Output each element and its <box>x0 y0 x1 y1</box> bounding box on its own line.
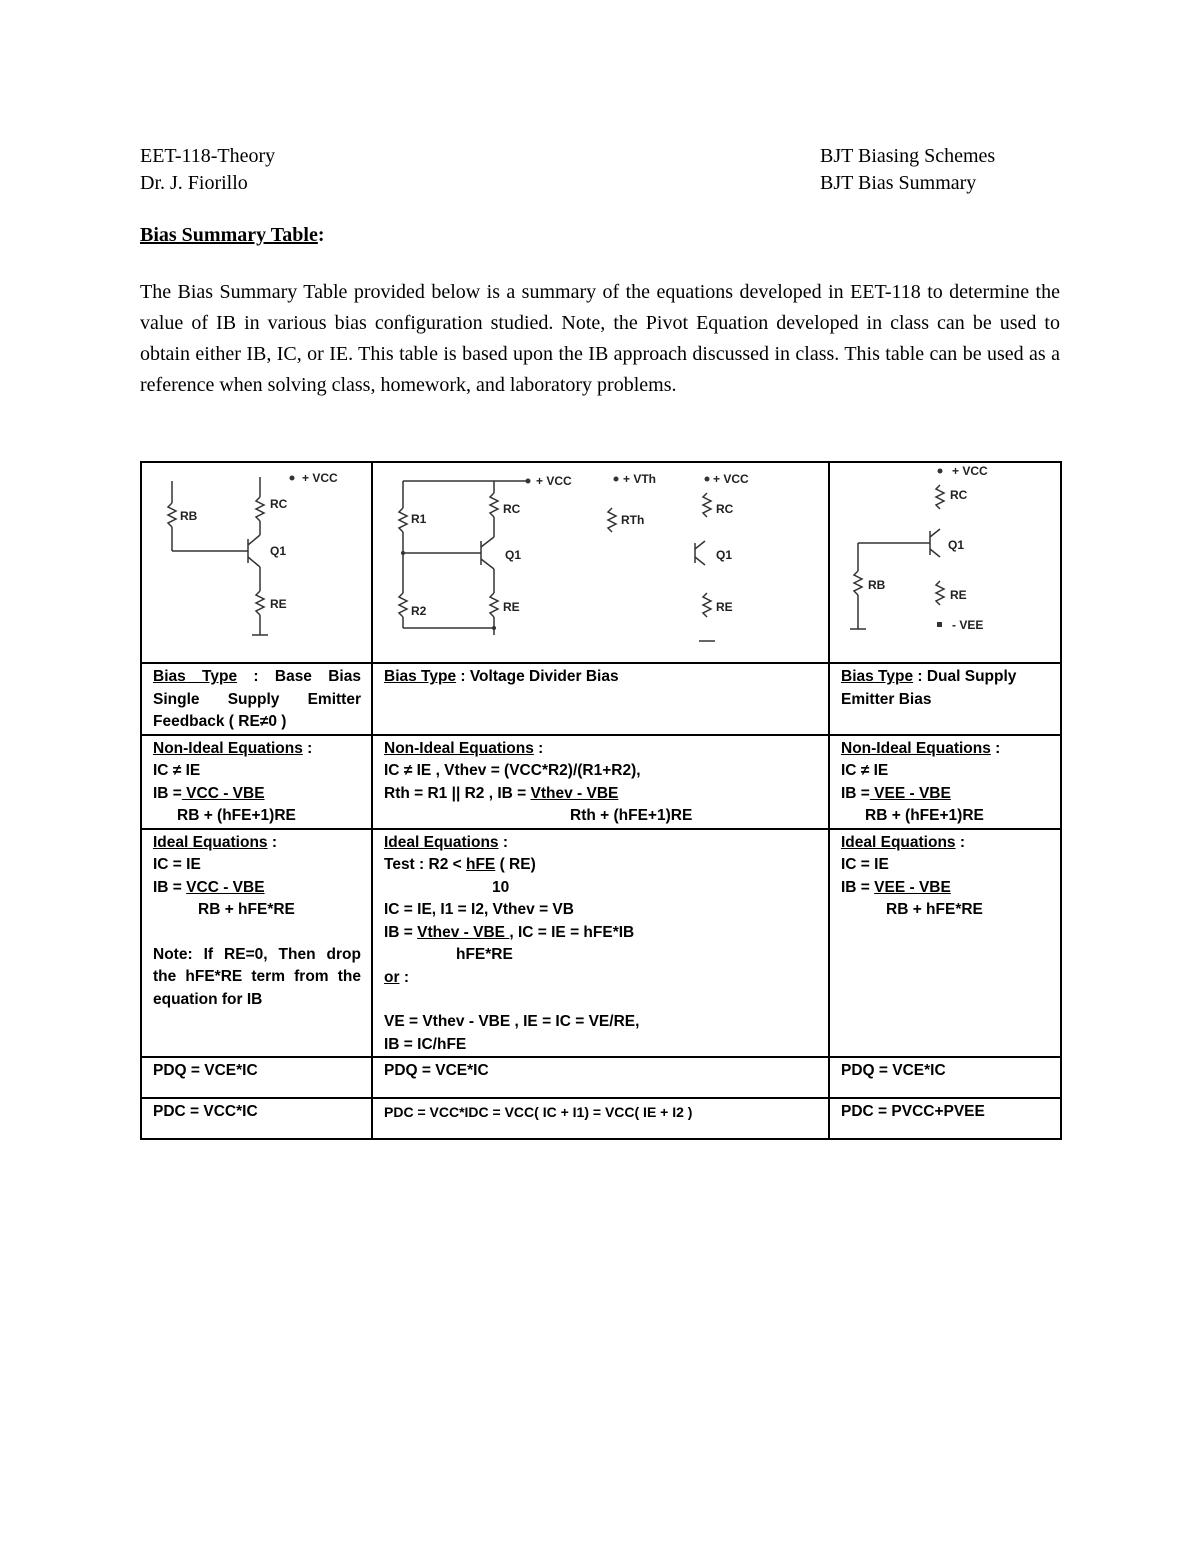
equation-ic-ne-ie: IC ≠ IE <box>841 762 889 779</box>
non-ideal-label: Non-Ideal Equations <box>153 739 303 757</box>
vd-q1b-label: Q1 <box>716 548 733 562</box>
dual-q1-label: Q1 <box>948 538 965 552</box>
bias-type-label: Bias Type <box>384 668 457 685</box>
ib-denominator: Rth + (hFE+1)RE <box>570 807 693 824</box>
ib-numerator: Vthev - VBE <box>530 784 619 802</box>
ib-prefix: IB = <box>153 784 182 802</box>
dual-vcc-label: + VCC <box>952 464 988 478</box>
rth-ib-prefix: Rth = R1 || R2 , IB = <box>384 784 527 802</box>
diagram-row <box>141 462 1061 663</box>
intro-paragraph: The Bias Summary Table provided below is a summary of the equations developed in EET-118 to determine the value of IB in various bias configuration studied. Note, the Pivot Equation developed in class can be used to obtain either IB, IC, or IE. This table is based upon the IB approach discussed in class. This table can be used as a reference when solving class, homework, and laboratory problems. <box>140 281 1060 396</box>
base-bias-rb-label: RB <box>180 509 198 523</box>
vd-rc-label: RC <box>503 502 521 516</box>
ib-denominator: hFE*RE <box>456 946 513 963</box>
pdq-row <box>141 1057 1061 1098</box>
test-denominator: 10 <box>492 878 510 896</box>
vd-rc2-label: RC <box>716 502 734 516</box>
ideal-voltage-divider <box>372 829 829 1058</box>
ideal-dual-supply <box>829 829 1061 1058</box>
ideal-label: Ideal Equations <box>841 833 956 851</box>
bias-type-voltage-divider: Bias Type : Voltage Divider Bias <box>372 663 829 735</box>
vd-vcc2-label: + VCC <box>713 472 749 486</box>
note-re-zero: Note: If RE=0, Then drop the hFE*RE term from the equation for IB <box>153 945 361 1008</box>
pdq-dual-supply: PDQ = VCE*IC <box>829 1057 1061 1098</box>
bias-type-text: Dual Supply Emitter Bias <box>841 668 1017 708</box>
or-colon: : <box>403 968 409 986</box>
diagram-cell-base-bias <box>141 462 372 663</box>
vd-vth-label: + VTh <box>623 472 657 486</box>
ib-denominator: RB + (hFE+1)RE <box>177 807 296 824</box>
bias-type-text: Voltage Divider Bias <box>469 668 619 685</box>
ideal-label: Ideal Equations <box>153 833 268 851</box>
base-bias-circuit-diagram <box>142 463 373 662</box>
base-bias-vcc-label: + VCC <box>302 471 338 485</box>
instructor-name: Dr. J. Fiorillo <box>140 172 248 194</box>
ib-numerator: VEE - VBE <box>869 784 951 802</box>
non-ideal-colon: : <box>538 739 544 757</box>
ib-prefix: IB = <box>841 878 870 896</box>
dual-rc-label: RC <box>950 488 968 502</box>
equation-currents: IC = IE, I1 = I2, Vthev = VB <box>384 901 574 918</box>
non-ideal-colon: : <box>995 739 1001 757</box>
ib-prefix: IB = <box>153 878 182 896</box>
bias-type-base-bias <box>141 663 372 735</box>
bias-type-dual-supply: Bias Type : Dual Supply Emitter Bias <box>829 663 1061 735</box>
or-label: or <box>384 968 400 986</box>
non-ideal-label: Non-Ideal Equations <box>384 739 534 757</box>
ib-numerator: VCC - VBE <box>186 878 265 896</box>
document-topic: BJT Biasing Schemes <box>820 145 996 167</box>
non-ideal-label: Non-Ideal Equations <box>841 739 991 757</box>
ideal-label: Ideal Equations <box>384 833 499 851</box>
vd-vcc-label: + VCC <box>536 474 572 488</box>
ib-prefix: IB = <box>841 784 870 802</box>
pdq-base-bias: PDQ = VCE*IC <box>141 1057 372 1098</box>
header-left <box>140 143 275 197</box>
equation-ib-ic: IB = IC/hFE <box>384 1035 467 1053</box>
ideal-colon: : <box>271 833 278 851</box>
non-ideal-base-bias <box>141 735 372 829</box>
ib-numerator: Vthev - VBE <box>417 923 510 941</box>
bias-type-text: Base Bias Single Supply Emitter Feedback ( RE≠0 ) <box>153 668 361 730</box>
pdq-voltage-divider: PDQ = VCE*IC <box>372 1057 829 1098</box>
vd-rth-label: RTh <box>621 513 645 527</box>
section-title-colon: : <box>317 224 325 246</box>
bias-type-label: Bias Type <box>153 668 238 685</box>
section-title-text: Bias Summary Table <box>140 224 318 246</box>
section-title <box>140 224 325 247</box>
pdc-base-bias: PDC = VCC*IC <box>141 1098 372 1139</box>
non-ideal-colon: : <box>307 739 313 757</box>
base-bias-q1-label: Q1 <box>270 544 287 558</box>
test-prefix: Test : R2 < <box>384 856 462 873</box>
pdc-voltage-divider: PDC = VCC*IDC = VCC( IC + I1) = VCC( IE + I2 ) <box>372 1098 829 1139</box>
dual-supply-circuit-diagram <box>830 463 1062 662</box>
ideal-colon: : <box>959 833 966 851</box>
ib-denominator: RB + hFE*RE <box>198 901 295 918</box>
ib-numerator: VEE - VBE <box>874 878 951 896</box>
equation-ic-eq-ie: IC = IE <box>153 856 201 873</box>
dual-rb-label: RB <box>868 578 886 592</box>
equation-ve: VE = Vthev - VBE , IE = IC = VE/RE, <box>384 1013 640 1030</box>
pdc-row <box>141 1098 1061 1139</box>
ib-suffix: , IC = IE = hFE*IB <box>509 923 635 941</box>
base-bias-rc-label: RC <box>270 497 288 511</box>
diagram-cell-dual-supply <box>829 462 1061 663</box>
non-ideal-dual-supply <box>829 735 1061 829</box>
equation-ic-ne-ie: IC ≠ IE <box>153 762 201 779</box>
equation-ic-eq-ie: IC = IE <box>841 856 889 873</box>
voltage-divider-circuit-diagram <box>373 463 830 662</box>
equation-vthev: IC ≠ IE , Vthev = (VCC*R2)/(R1+R2), <box>384 762 641 779</box>
ideal-base-bias <box>141 829 372 1058</box>
ib-denominator: RB + (hFE+1)RE <box>865 807 984 824</box>
vd-re2-label: RE <box>716 600 733 614</box>
test-hfe: hFE <box>465 856 496 873</box>
ib-numerator: VCC - VBE <box>181 784 265 802</box>
diagram-cell-voltage-divider <box>372 462 829 663</box>
bias-type-sep: : <box>253 668 259 685</box>
header-right <box>820 143 995 197</box>
non-ideal-voltage-divider <box>372 735 829 829</box>
bias-summary-table <box>140 461 1062 1140</box>
test-suffix: ( RE) <box>499 856 536 873</box>
ideal-row <box>141 829 1061 1058</box>
dual-re-label: RE <box>950 588 967 602</box>
ideal-colon: : <box>502 833 509 851</box>
non-ideal-row <box>141 735 1061 829</box>
dual-vee-label: - VEE <box>952 618 984 632</box>
vd-r2-label: R2 <box>411 604 427 618</box>
course-code: EET-118-Theory <box>140 145 276 167</box>
document-subtitle: BJT Bias Summary <box>820 172 977 194</box>
bias-type-row <box>141 663 1061 735</box>
ib-prefix: IB = <box>384 923 413 941</box>
vd-re-label: RE <box>503 600 520 614</box>
vd-r1-label: R1 <box>411 512 427 526</box>
ib-denominator: RB + hFE*RE <box>886 901 983 918</box>
base-bias-re-label: RE <box>270 597 287 611</box>
vd-q1-label: Q1 <box>505 548 522 562</box>
pdc-dual-supply: PDC = PVCC+PVEE <box>829 1098 1061 1139</box>
bias-type-label: Bias Type <box>841 668 914 685</box>
